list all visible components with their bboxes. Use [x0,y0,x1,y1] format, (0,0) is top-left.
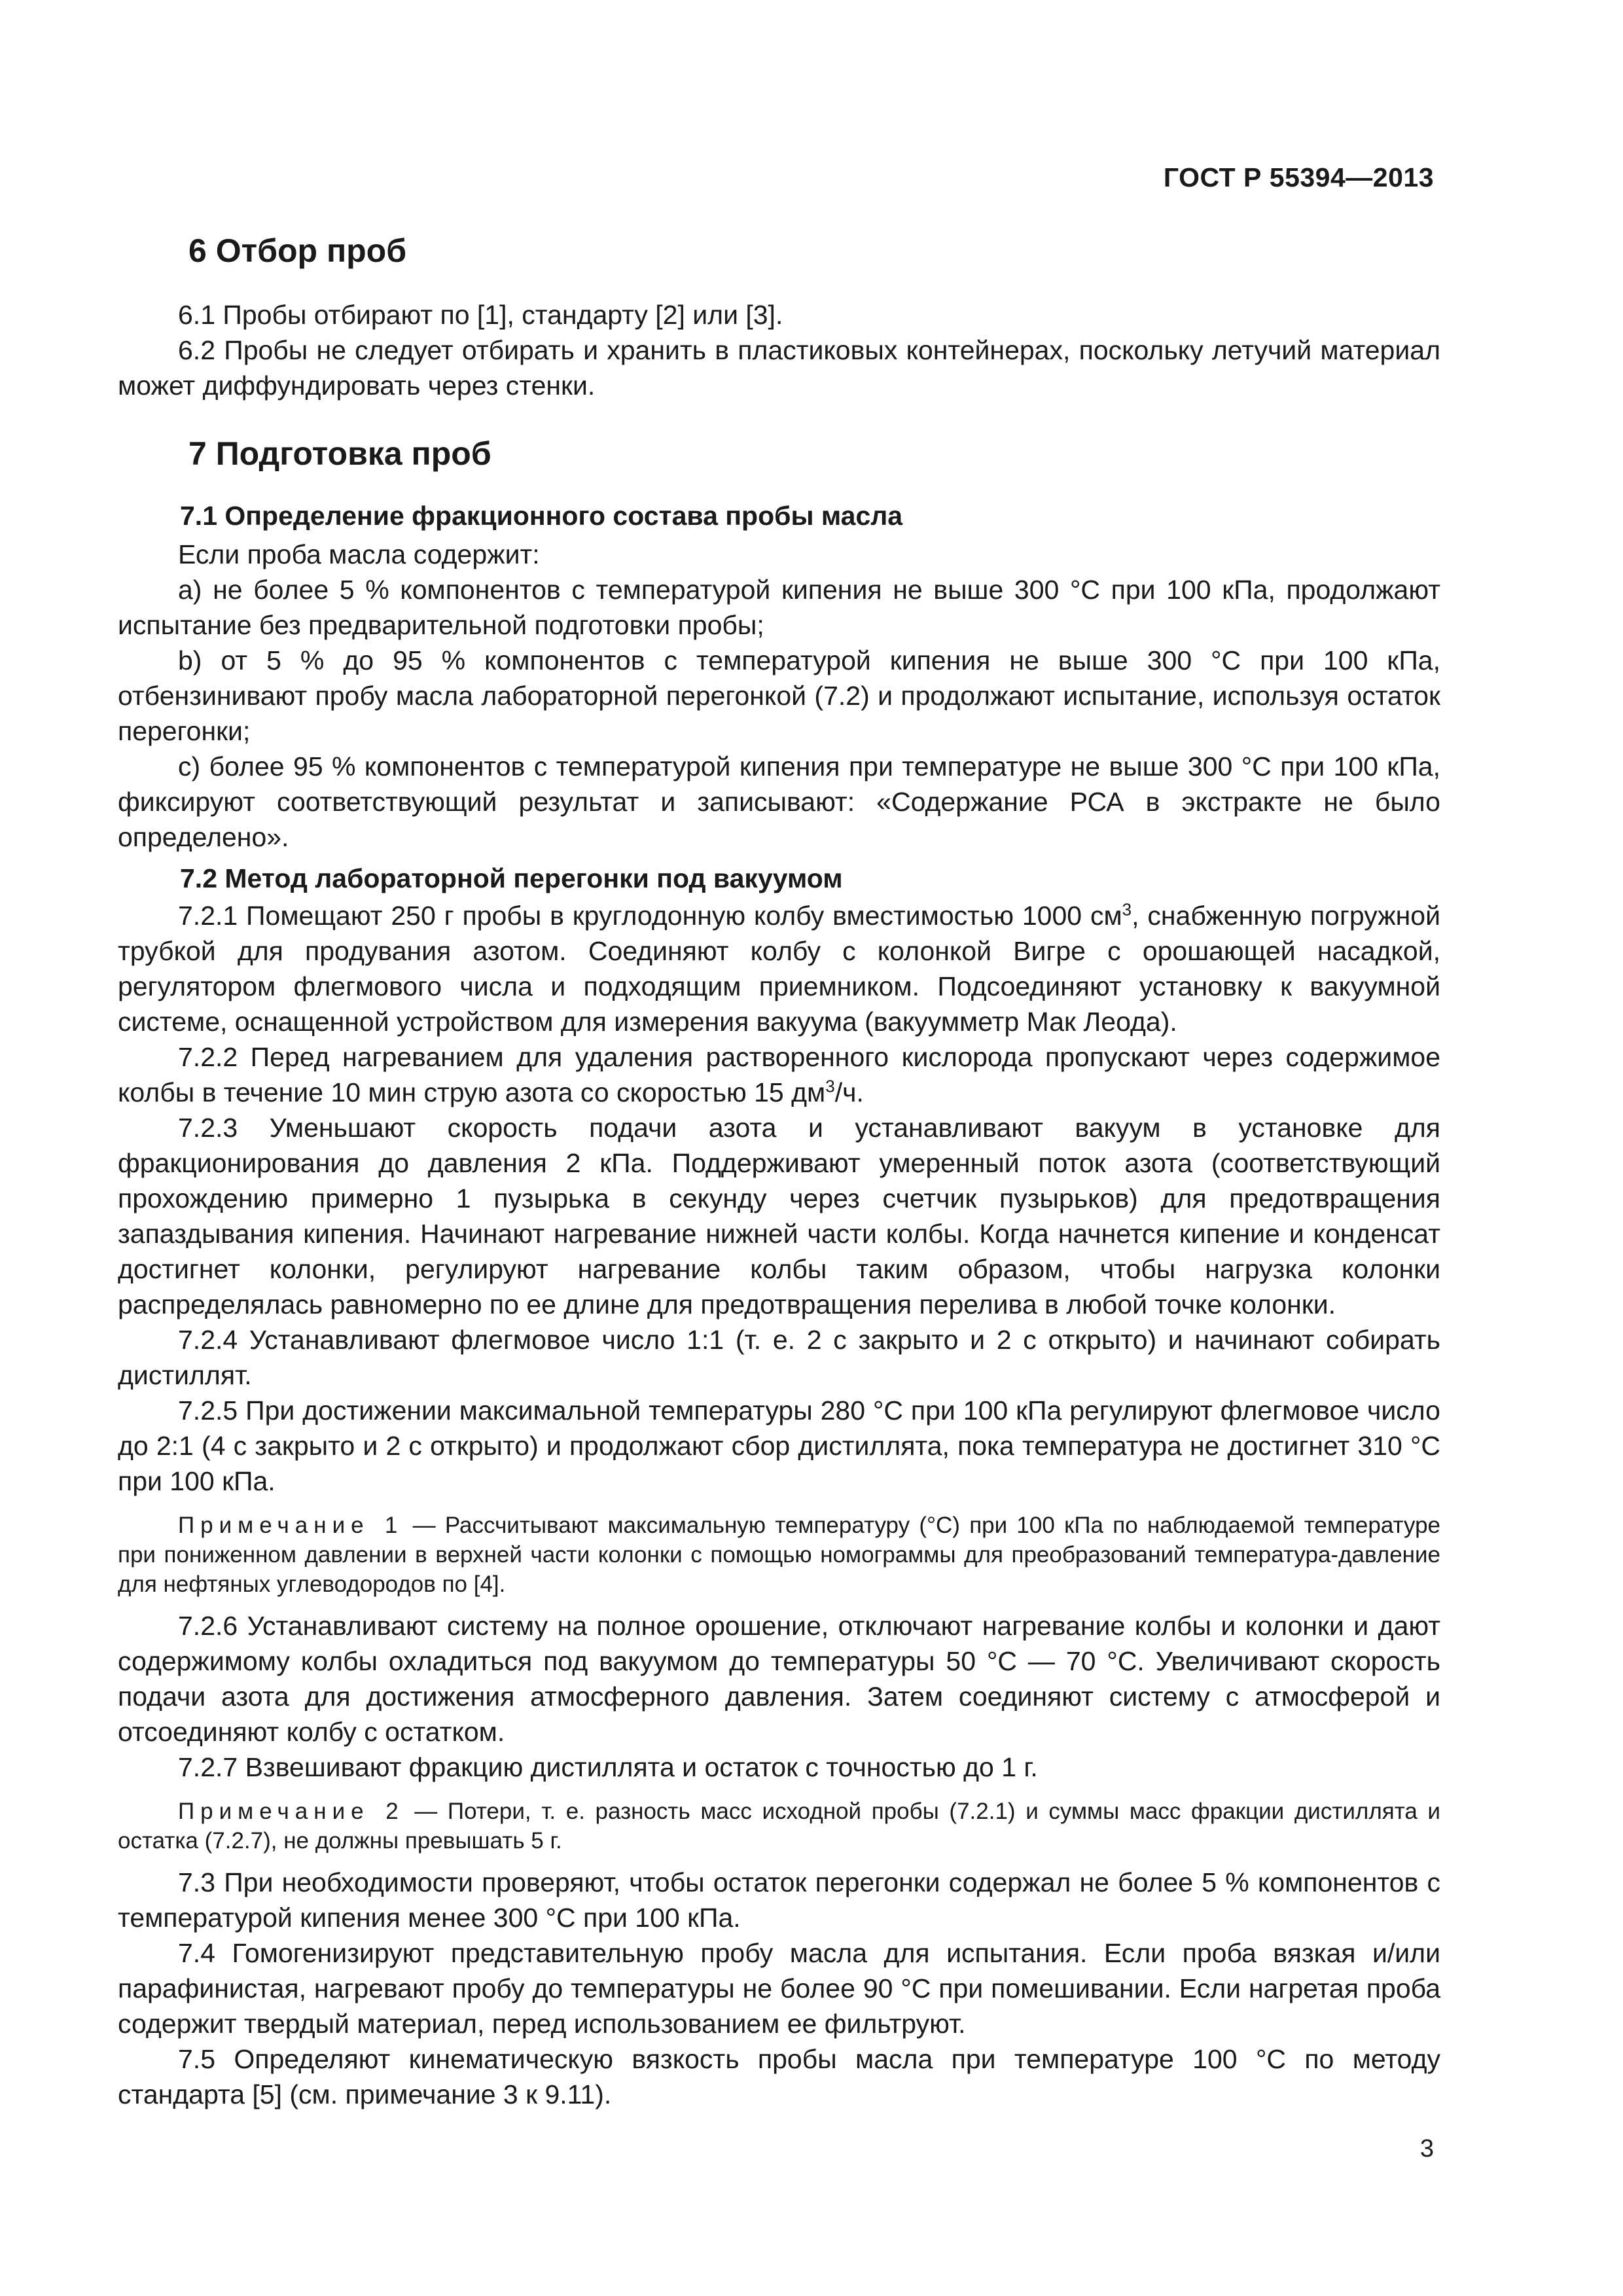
section-6-title: 6 Отбор проб [188,232,407,269]
superscript-cube: 3 [825,1076,835,1096]
note-1 [118,1511,1440,1599]
paragraph-7-2-2-start: 7.2.2 Перед нагреванием для удаления растворенного кислорода пропускают через содержимое колбы в течение 10 мин струю азота со скоростью 15 дм [118,1042,1440,1107]
paragraph-7-3: 7.3 При необходимости проверяют, чтобы остаток перегонки содержал не более 5 % компонентов с температурой кипения менее 300 °С при 100 кПа. [118,1867,1440,1933]
paragraph-7-1-a: а) не более 5 % компонентов с температурой кипения не выше 300 °С при 100 кПа, продолжают испытание без предварительной подготовки пробы; [118,575,1440,640]
paragraph-7-2-5: 7.2.5 При достижении максимальной температуры 280 °С при 100 кПа регулируют флегмовое число до 2:1 (4 с закрыто и 2 с открыто) и продолжают сбор дистиллята, пока температура не достигнет 310 °С при 100 кПа. [118,1395,1440,1496]
section-7-title: 7 Подготовка проб [188,435,491,472]
paragraph-7-1-intro: Если проба масла содержит: [178,539,540,569]
page-content [118,223,1440,2112]
note-2-label: Примечание 2 [178,1799,404,1824]
superscript-cube: 3 [1122,899,1132,920]
paragraph-7-4: 7.4 Гомогенизируют представительную пробу масла для испытания. Если проба вязкая и/или парафинистая, нагревают пробу до температуры не более 90 °С при помешивании. Если нагретая проба содержит твердый материал, перед использованием ее фильтруют. [118,1938,1440,2039]
subsection-7-1-title: 7.1 Определение фракционного состава пробы масла [180,501,903,531]
note-1-text: — Рассчитывают максимальную температуру (°С) при 100 кПа по наблюдаемой температуре при пониженном давлении в верхней части колонки с помощью номограммы для преобразований температура-давление для нефтяных углеводородов по [4]. [118,1513,1441,1597]
paragraph-7-5: 7.5 Определяют кинематическую вязкость пробы масла при температуре 100 °С по методу стандарта [5] (см. примечание 3 к 9.11). [118,2044,1440,2109]
note-2-text: — Потери, т. е. разность масс исходной пробы (7.2.1) и суммы масс фракции дистиллята и остатка (7.2.7), не должны превышать 5 г. [118,1799,1440,1854]
note-1-label: Примечание 1 [178,1513,404,1538]
page-number: 3 [1419,2135,1434,2162]
paragraph-7-2-1 [118,898,1440,1039]
paragraph-7-2-6: 7.2.6 Устанавливают систему на полное орошение, отключают нагревание колбы и колонки и дают содержимому колбы охладиться под вакуумом до температуры 50 °С — 70 °С. Увеличивают скорость подачи азота для достижения атмосферного давления. Затем соединяют систему с атмосферой и отсоединяют колбу с остатком. [118,1611,1440,1747]
paragraph-7-1-b: b) от 5 % до 95 % компонентов с температурой кипения не выше 300 °С при 100 кПа, отбензинивают пробу масла лабораторной перегонкой (7.2) и продолжают испытание, используя остаток перегонки; [118,645,1440,746]
paragraph-7-2-2 [118,1039,1440,1110]
paragraph-7-2-7: 7.2.7 Взвешивают фракцию дистиллята и остаток с точностью до 1 г. [178,1752,1038,1782]
subsection-7-2-title: 7.2 Метод лабораторной перегонки под вакуумом [180,863,843,893]
paragraph-7-2-3: 7.2.3 Уменьшают скорость подачи азота и устанавливают вакуум в установке для фракционирования до давления 2 кПа. Поддерживают умеренный поток азота (соответствующий прохождению примерно 1 пузырька в секунду через счетчик пузырьков) для предотвращения запаздывания кипения. Начинают нагревание нижней части колбы. Когда начнется кипение и конденсат достигнет колонки, регулируют нагревание колбы таким образом, чтобы нагрузка колонки распределялась равномерно по ее длине для предотвращения перелива в любой точке колонки. [118,1113,1440,1319]
note-2 [118,1797,1440,1856]
paragraph-7-2-1-end: , снабженную погружной трубкой для продувания азотом. Соединяют колбу с колонкой Вигре с орошающей насадкой, регулятором флегмового числа и подходящим приемником. Подсоединяют установку к вакуумной системе, оснащенной устройством для измерения вакуума (вакуумметр Мак Леода). [118,901,1440,1037]
paragraph-6-1: 6.1 Пробы отбирают по [1], стандарту [2] или [3]. [178,300,783,330]
paragraph-7-2-2-end: /ч. [834,1077,864,1107]
paragraph-7-2-4: 7.2.4 Устанавливают флегмовое число 1:1 (т. е. 2 с закрыто и 2 с открыто) и начинают собирать дистиллят. [118,1325,1440,1390]
paragraph-6-2: 6.2 Пробы не следует отбирать и хранить в пластиковых контейнерах, поскольку летучий материал может диффундировать через стенки. [118,335,1440,401]
document-code: ГОСТ Р 55394—2013 [1163,162,1434,192]
paragraph-7-2-1-start: 7.2.1 Помещают 250 г пробы в круглодонную колбу вместимостью 1000 см [178,901,1122,931]
paragraph-7-1-c: с) более 95 % компонентов с температурой кипения при температуре не выше 300 °С при 100 кПа, фиксируют соответствующий результат и записывают: «Содержание РСА в экстракте не было определено». [118,751,1440,852]
